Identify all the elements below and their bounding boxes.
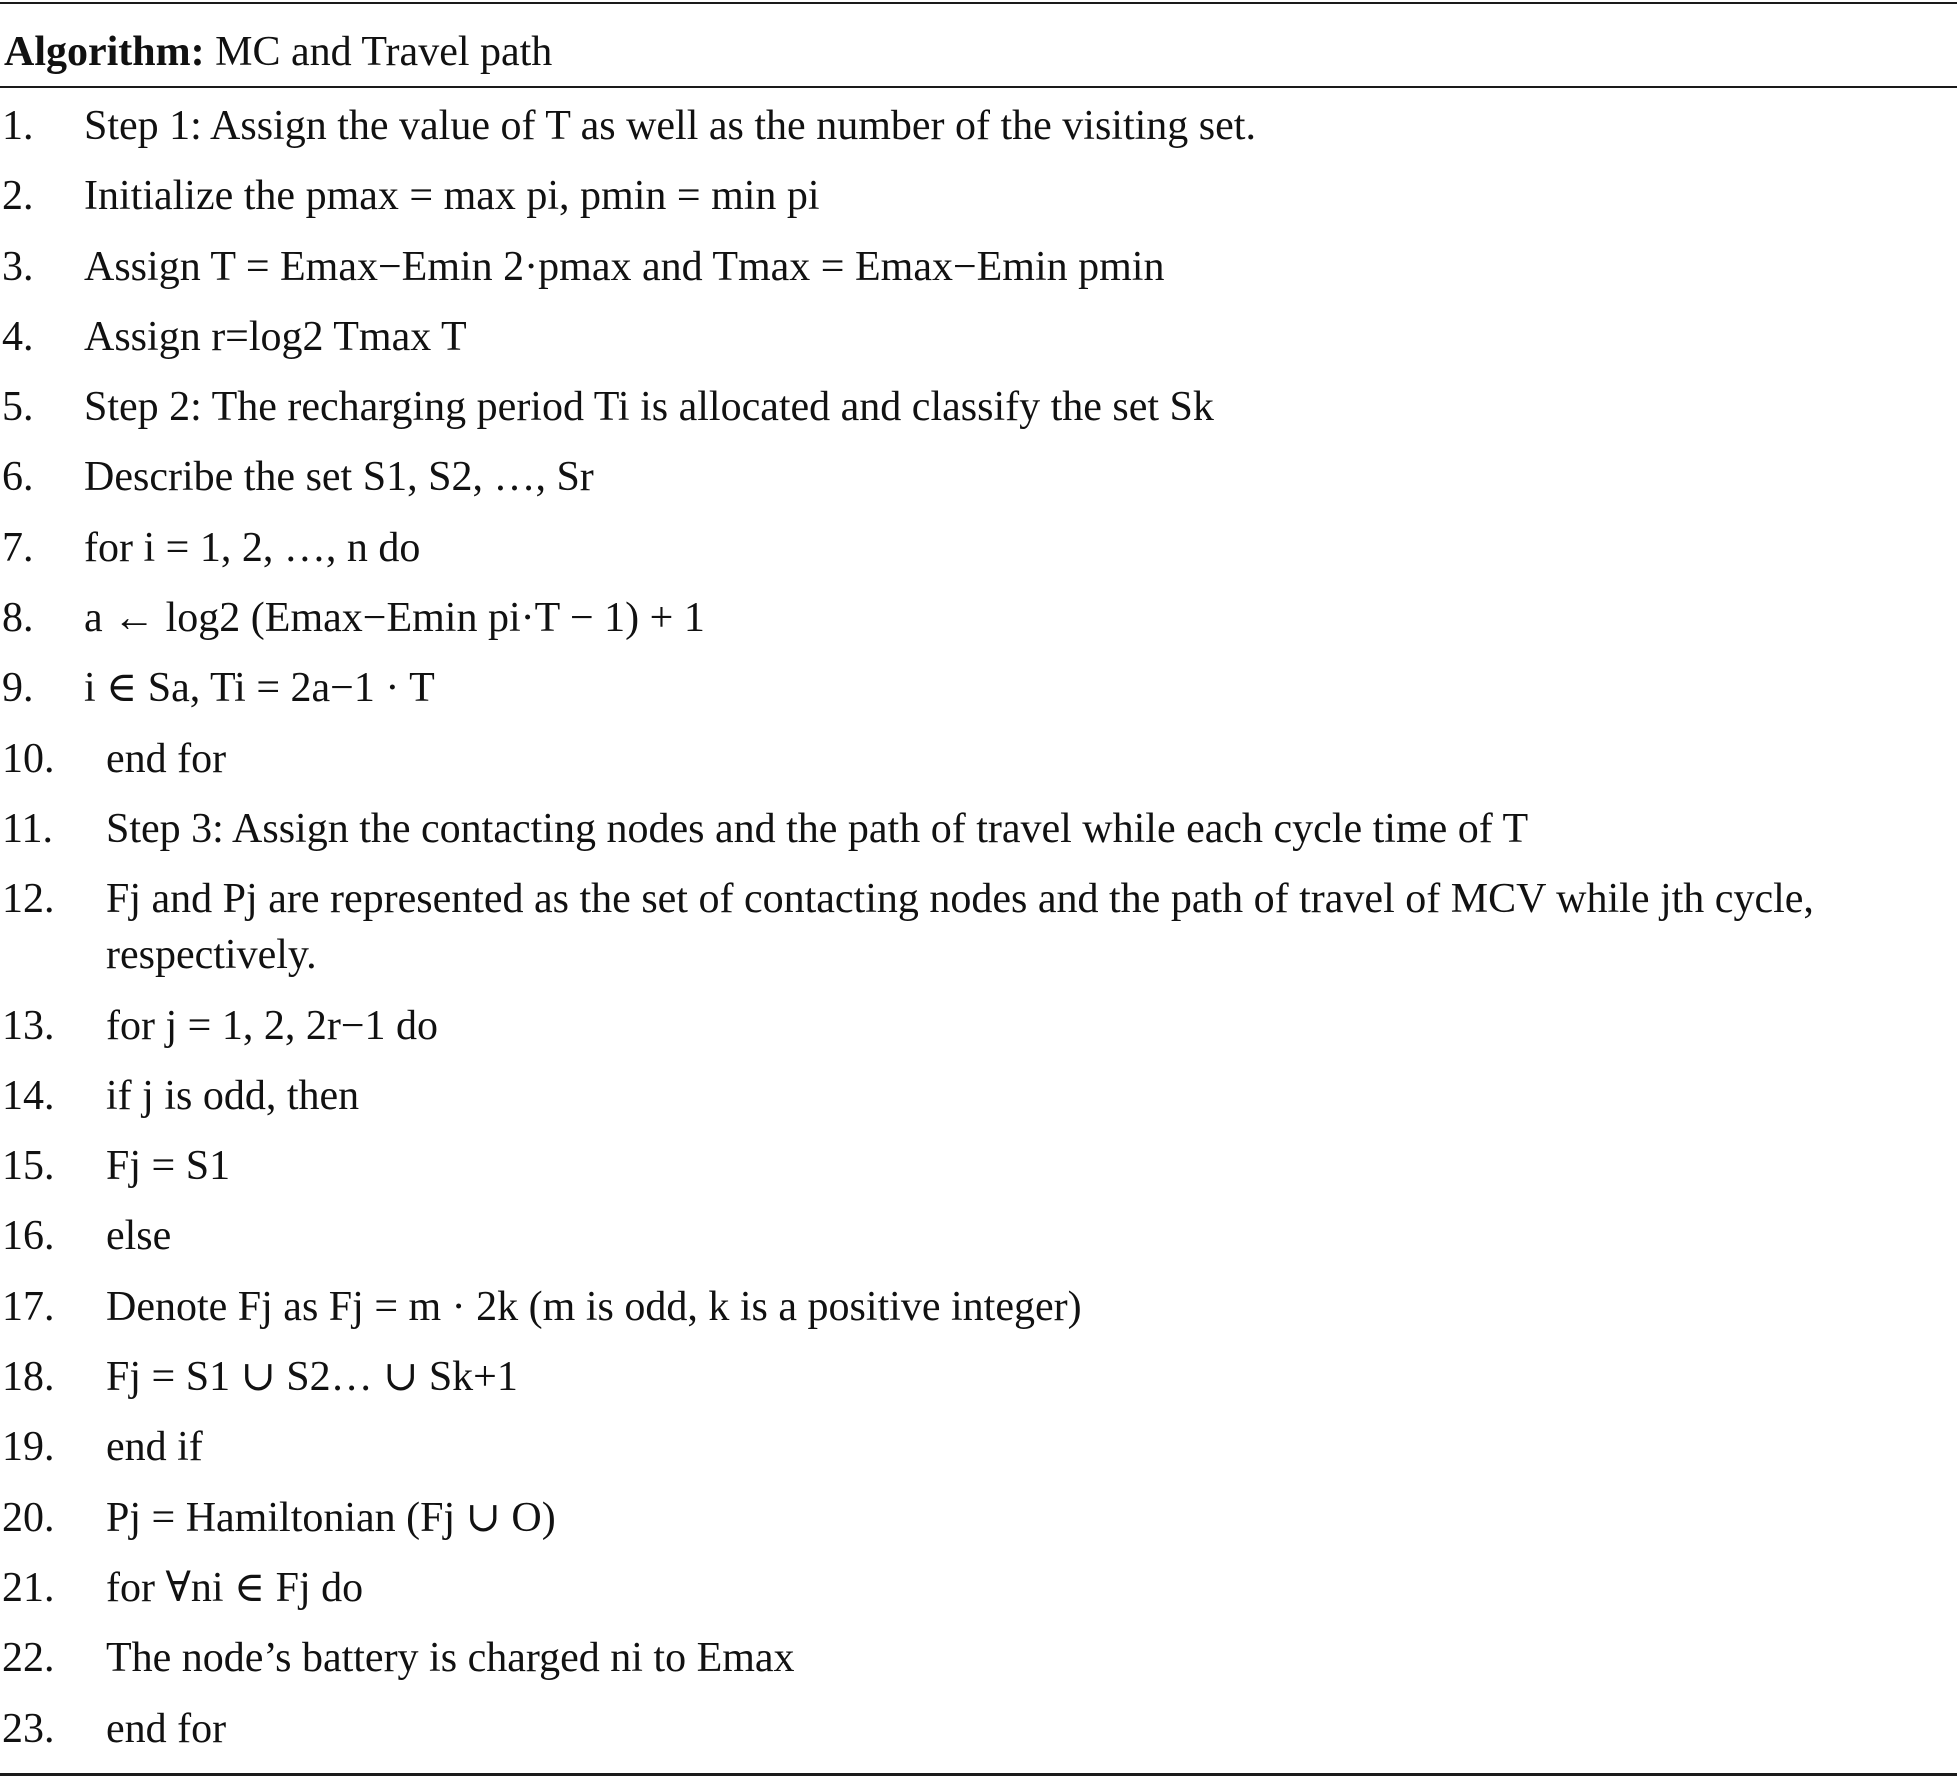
algorithm-step <box>0 1138 1957 1194</box>
step-number: 2. <box>2 173 34 220</box>
algorithm-step <box>0 871 1957 983</box>
step-text: Fj = S1 ∪ S2… ∪ Sk+1 <box>106 1354 518 1401</box>
algorithm-step <box>0 520 1957 576</box>
step-number: 12. <box>2 876 55 923</box>
algorithm-step <box>0 239 1957 295</box>
algorithm-header <box>4 24 552 80</box>
step-number: 20. <box>2 1494 55 1541</box>
step-number: 14. <box>2 1072 55 1119</box>
algorithm-label: Algorithm: <box>4 29 205 75</box>
step-number: 4. <box>2 313 34 360</box>
algorithm-step <box>0 309 1957 365</box>
algorithm-step <box>0 379 1957 435</box>
algorithm-step <box>0 1349 1957 1405</box>
step-number: 17. <box>2 1283 55 1330</box>
step-number: 16. <box>2 1213 55 1260</box>
algorithm-step <box>0 801 1957 857</box>
algorithm-step <box>0 1279 1957 1335</box>
step-number: 19. <box>2 1424 55 1471</box>
step-text: Initialize the pmax = max pi, pmin = min pi <box>84 173 820 220</box>
step-text: The node’s battery is charged ni to Emax <box>106 1635 795 1682</box>
step-number: 15. <box>2 1143 55 1190</box>
step-text: Step 1: Assign the value of T as well as the number of the visiting set. <box>84 103 1256 149</box>
header-rule <box>0 86 1957 88</box>
step-text: end for <box>106 735 227 782</box>
step-text: for ∀ni ∈ Fj do <box>106 1564 364 1611</box>
algorithm-step <box>0 1560 1957 1616</box>
algorithm-step <box>0 660 1957 716</box>
step-text: else <box>106 1213 172 1260</box>
step-number: 21. <box>2 1564 55 1611</box>
algorithm-step <box>0 449 1957 505</box>
step-number: 9. <box>2 665 34 712</box>
step-text: Assign r=log2 Tmax T <box>84 313 467 360</box>
step-text: Denote Fj as Fj = m · 2k (m is odd, k is a positive integer) <box>106 1283 1082 1330</box>
algorithm-step <box>0 1208 1957 1264</box>
step-text: end if <box>106 1424 203 1471</box>
step-number: 3. <box>2 243 34 290</box>
bottom-rule <box>0 1773 1957 1776</box>
algorithm-step <box>0 731 1957 787</box>
step-number: 10. <box>2 735 55 782</box>
algorithm-step <box>0 998 1957 1054</box>
algorithm-step <box>0 98 1957 154</box>
algorithm-step <box>0 590 1957 646</box>
step-text: Pj = Hamiltonian (Fj ∪ O) <box>106 1494 556 1541</box>
step-number: 8. <box>2 595 34 642</box>
step-text: Step 3: Assign the contacting nodes and the path of travel while each cycle time of T <box>106 805 1529 852</box>
step-text: for i = 1, 2, …, n do <box>84 524 421 571</box>
step-text: Fj = S1 <box>106 1143 231 1190</box>
step-text: a ← log2 (Emax−Emin pi·T − 1) + 1 <box>84 595 705 642</box>
step-text: if j is odd, then <box>106 1072 360 1119</box>
step-text: for j = 1, 2, 2r−1 do <box>106 1002 439 1049</box>
algorithm-steps <box>0 98 1957 1771</box>
step-text: end for <box>106 1705 227 1752</box>
step-number: 1. <box>2 103 34 149</box>
algorithm-step <box>0 1701 1957 1757</box>
step-number: 23. <box>2 1705 55 1752</box>
step-number: 11. <box>2 805 53 852</box>
step-number: 5. <box>2 384 34 431</box>
step-text: Describe the set S1, S2, …, Sr <box>84 454 594 501</box>
step-number: 7. <box>2 524 34 571</box>
step-number: 6. <box>2 454 34 501</box>
step-text: Assign T = Emax−Emin 2·pmax and Tmax = Emax−Emin pmin <box>84 243 1165 290</box>
algorithm-step <box>0 1630 1957 1686</box>
step-text: Fj and Pj are represented as the set of contacting nodes and the path of travel of MCV while jth cycle, respectively. <box>106 876 1814 979</box>
algorithm-title: MC and Travel path <box>215 29 553 75</box>
step-text: i ∈ Sa, Ti = 2a−1 · T <box>84 665 435 712</box>
algorithm-step <box>0 1419 1957 1475</box>
step-number: 18. <box>2 1354 55 1401</box>
top-rule <box>0 2 1957 4</box>
algorithm-step <box>0 1068 1957 1124</box>
step-number: 22. <box>2 1635 55 1682</box>
algorithm-step <box>0 168 1957 224</box>
step-text: Step 2: The recharging period Ti is allocated and classify the set Sk <box>84 384 1214 431</box>
step-number: 13. <box>2 1002 55 1049</box>
algorithm-step <box>0 1490 1957 1546</box>
